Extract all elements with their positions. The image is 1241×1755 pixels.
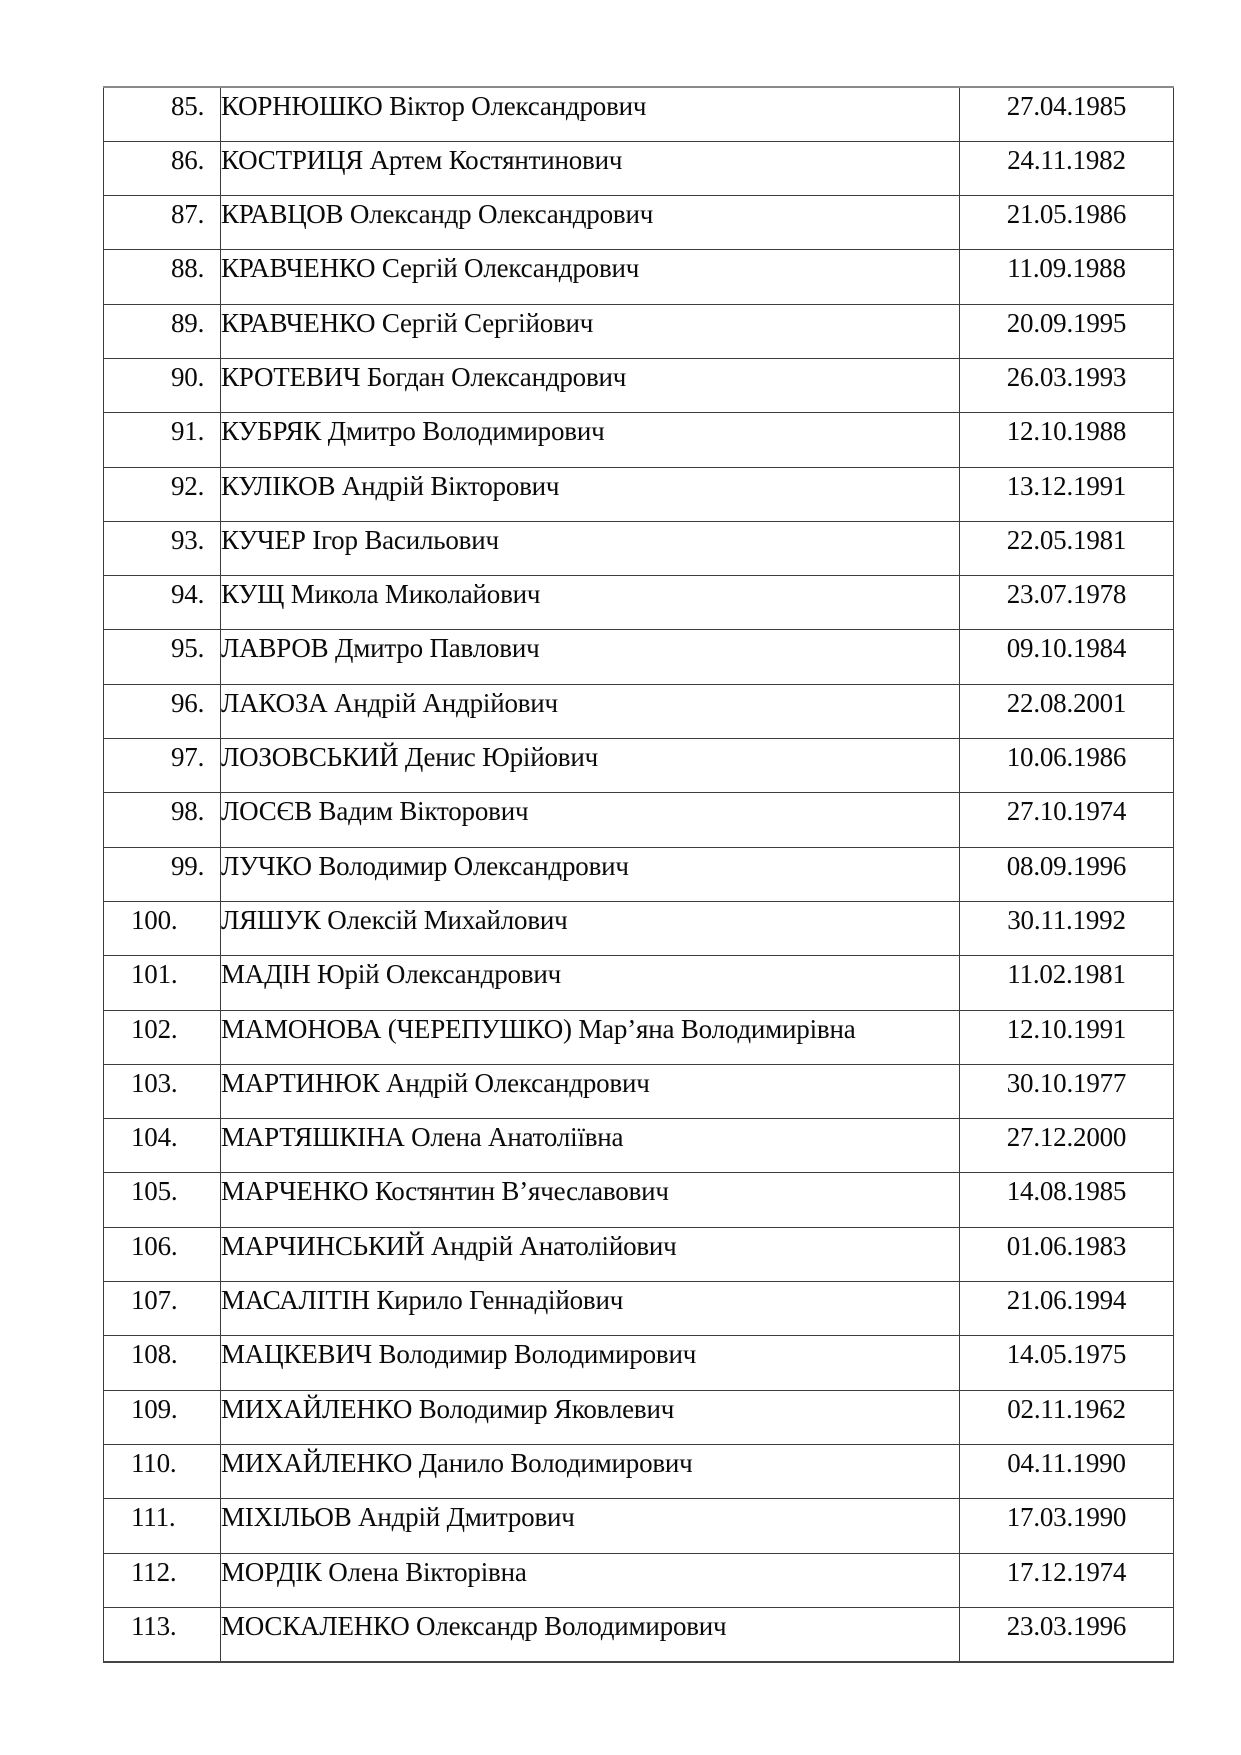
- row-number-cell: 106.: [104, 1227, 221, 1281]
- birth-date-cell: 12.10.1991: [960, 1010, 1174, 1064]
- table-row: [104, 521, 1174, 575]
- table-row: [104, 1499, 1174, 1553]
- birth-date-cell: 24.11.1982: [960, 141, 1174, 195]
- birth-date-cell: 11.02.1981: [960, 956, 1174, 1010]
- birth-date-cell: 23.03.1996: [960, 1607, 1174, 1661]
- birth-date-cell: 27.12.2000: [960, 1119, 1174, 1173]
- table-row: [104, 847, 1174, 901]
- birth-date-cell: 10.06.1986: [960, 739, 1174, 793]
- birth-date-cell: 21.06.1994: [960, 1282, 1174, 1336]
- birth-date-cell: 20.09.1995: [960, 304, 1174, 358]
- row-number-cell: 85.: [104, 87, 221, 141]
- full-name-cell: ЛАКОЗА Андрій Андрійович: [221, 684, 960, 738]
- row-number-cell: 105.: [104, 1173, 221, 1227]
- birth-date-cell: 02.11.1962: [960, 1390, 1174, 1444]
- table-row: [104, 1607, 1174, 1661]
- row-number-cell: 100.: [104, 901, 221, 955]
- birth-date-cell: 17.03.1990: [960, 1499, 1174, 1553]
- full-name-cell: МАСАЛІТІН Кирило Геннадійович: [221, 1282, 960, 1336]
- row-number-cell: 87.: [104, 196, 221, 250]
- row-number-cell: 96.: [104, 684, 221, 738]
- full-name-cell: МАДІН Юрій Олександрович: [221, 956, 960, 1010]
- table-row: [104, 141, 1174, 195]
- full-name-cell: МАЦКЕВИЧ Володимир Володимирович: [221, 1336, 960, 1390]
- full-name-cell: МИХАЙЛЕНКО Володимир Яковлевич: [221, 1390, 960, 1444]
- full-name-cell: КРАВЧЕНКО Сергій Сергійович: [221, 304, 960, 358]
- full-name-cell: МАМОНОВА (ЧЕРЕПУШКО) Мар’яна Володимирівна: [221, 1010, 960, 1064]
- table-row: [104, 1553, 1174, 1607]
- row-number-cell: 95.: [104, 630, 221, 684]
- table-row: [104, 413, 1174, 467]
- table-row: [104, 304, 1174, 358]
- full-name-cell: МАРЧИНСЬКИЙ Андрій Анатолійович: [221, 1227, 960, 1281]
- table-row: [104, 1064, 1174, 1118]
- full-name-cell: МОРДІК Олена Вікторівна: [221, 1553, 960, 1607]
- row-number-cell: 92.: [104, 467, 221, 521]
- full-name-cell: ЛОЗОВСЬКИЙ Денис Юрійович: [221, 739, 960, 793]
- full-name-cell: КОРНЮШКО Віктор Олександрович: [221, 87, 960, 141]
- table-row: [104, 1173, 1174, 1227]
- row-number-cell: 88.: [104, 250, 221, 304]
- row-number-cell: 93.: [104, 521, 221, 575]
- birth-date-cell: 26.03.1993: [960, 358, 1174, 412]
- row-number-cell: 108.: [104, 1336, 221, 1390]
- full-name-cell: КУЧЕР Ігор Васильович: [221, 521, 960, 575]
- table-row: [104, 1390, 1174, 1444]
- birth-date-cell: 30.11.1992: [960, 901, 1174, 955]
- row-number-cell: 104.: [104, 1119, 221, 1173]
- table-row: [104, 1282, 1174, 1336]
- birth-date-cell: 13.12.1991: [960, 467, 1174, 521]
- full-name-cell: МІХІЛЬОВ Андрій Дмитрович: [221, 1499, 960, 1553]
- row-number-cell: 90.: [104, 358, 221, 412]
- row-number-cell: 113.: [104, 1607, 221, 1661]
- full-name-cell: КУЛІКОВ Андрій Вікторович: [221, 467, 960, 521]
- row-number-cell: 112.: [104, 1553, 221, 1607]
- table-row: [104, 1336, 1174, 1390]
- table-row: [104, 250, 1174, 304]
- table-row: [104, 576, 1174, 630]
- full-name-cell: КРАВЧЕНКО Сергій Олександрович: [221, 250, 960, 304]
- full-name-cell: КУБРЯК Дмитро Володимирович: [221, 413, 960, 467]
- table-row: [104, 1444, 1174, 1498]
- row-number-cell: 86.: [104, 141, 221, 195]
- birth-date-cell: 01.06.1983: [960, 1227, 1174, 1281]
- table-row: [104, 87, 1174, 141]
- birth-date-cell: 11.09.1988: [960, 250, 1174, 304]
- full-name-cell: МИХАЙЛЕНКО Данило Володимирович: [221, 1444, 960, 1498]
- full-name-cell: КУЩ Микола Миколайович: [221, 576, 960, 630]
- row-number-cell: 97.: [104, 739, 221, 793]
- row-number-cell: 102.: [104, 1010, 221, 1064]
- full-name-cell: ЛУЧКО Володимир Олександрович: [221, 847, 960, 901]
- table-row: [104, 467, 1174, 521]
- birth-date-cell: 27.04.1985: [960, 87, 1174, 141]
- row-number-cell: 94.: [104, 576, 221, 630]
- birth-date-cell: 14.05.1975: [960, 1336, 1174, 1390]
- row-number-cell: 89.: [104, 304, 221, 358]
- table-row: [104, 630, 1174, 684]
- birth-date-cell: 27.10.1974: [960, 793, 1174, 847]
- full-name-cell: МАРТЯШКІНА Олена Анатоліївна: [221, 1119, 960, 1173]
- full-name-cell: КРОТЕВИЧ Богдан Олександрович: [221, 358, 960, 412]
- row-number-cell: 98.: [104, 793, 221, 847]
- full-name-cell: ЛЯШУК Олексій Михайлович: [221, 901, 960, 955]
- birth-date-cell: 22.08.2001: [960, 684, 1174, 738]
- birth-date-cell: 30.10.1977: [960, 1064, 1174, 1118]
- full-name-cell: КРАВЦОВ Олександр Олександрович: [221, 196, 960, 250]
- full-name-cell: ЛАВРОВ Дмитро Павлович: [221, 630, 960, 684]
- birth-date-cell: 12.10.1988: [960, 413, 1174, 467]
- row-number-cell: 99.: [104, 847, 221, 901]
- full-name-cell: МАРТИНЮК Андрій Олександрович: [221, 1064, 960, 1118]
- full-name-cell: КОСТРИЦЯ Артем Костянтинович: [221, 141, 960, 195]
- birth-date-cell: 22.05.1981: [960, 521, 1174, 575]
- roster-table-body: [104, 87, 1174, 1662]
- birth-date-cell: 23.07.1978: [960, 576, 1174, 630]
- full-name-cell: ЛОСЄВ Вадим Вікторович: [221, 793, 960, 847]
- row-number-cell: 101.: [104, 956, 221, 1010]
- table-row: [104, 793, 1174, 847]
- birth-date-cell: 14.08.1985: [960, 1173, 1174, 1227]
- table-row: [104, 196, 1174, 250]
- row-number-cell: 107.: [104, 1282, 221, 1336]
- birth-date-cell: 08.09.1996: [960, 847, 1174, 901]
- full-name-cell: МАРЧЕНКО Костянтин В’ячеславович: [221, 1173, 960, 1227]
- birth-date-cell: 21.05.1986: [960, 196, 1174, 250]
- row-number-cell: 111.: [104, 1499, 221, 1553]
- personnel-roster-table: [103, 86, 1174, 1663]
- birth-date-cell: 04.11.1990: [960, 1444, 1174, 1498]
- table-row: [104, 684, 1174, 738]
- table-row: [104, 901, 1174, 955]
- table-row: [104, 1010, 1174, 1064]
- table-row: [104, 739, 1174, 793]
- birth-date-cell: 09.10.1984: [960, 630, 1174, 684]
- table-row: [104, 358, 1174, 412]
- table-row: [104, 956, 1174, 1010]
- row-number-cell: 109.: [104, 1390, 221, 1444]
- row-number-cell: 110.: [104, 1444, 221, 1498]
- full-name-cell: МОСКАЛЕНКО Олександр Володимирович: [221, 1607, 960, 1661]
- row-number-cell: 103.: [104, 1064, 221, 1118]
- table-row: [104, 1227, 1174, 1281]
- row-number-cell: 91.: [104, 413, 221, 467]
- birth-date-cell: 17.12.1974: [960, 1553, 1174, 1607]
- table-row: [104, 1119, 1174, 1173]
